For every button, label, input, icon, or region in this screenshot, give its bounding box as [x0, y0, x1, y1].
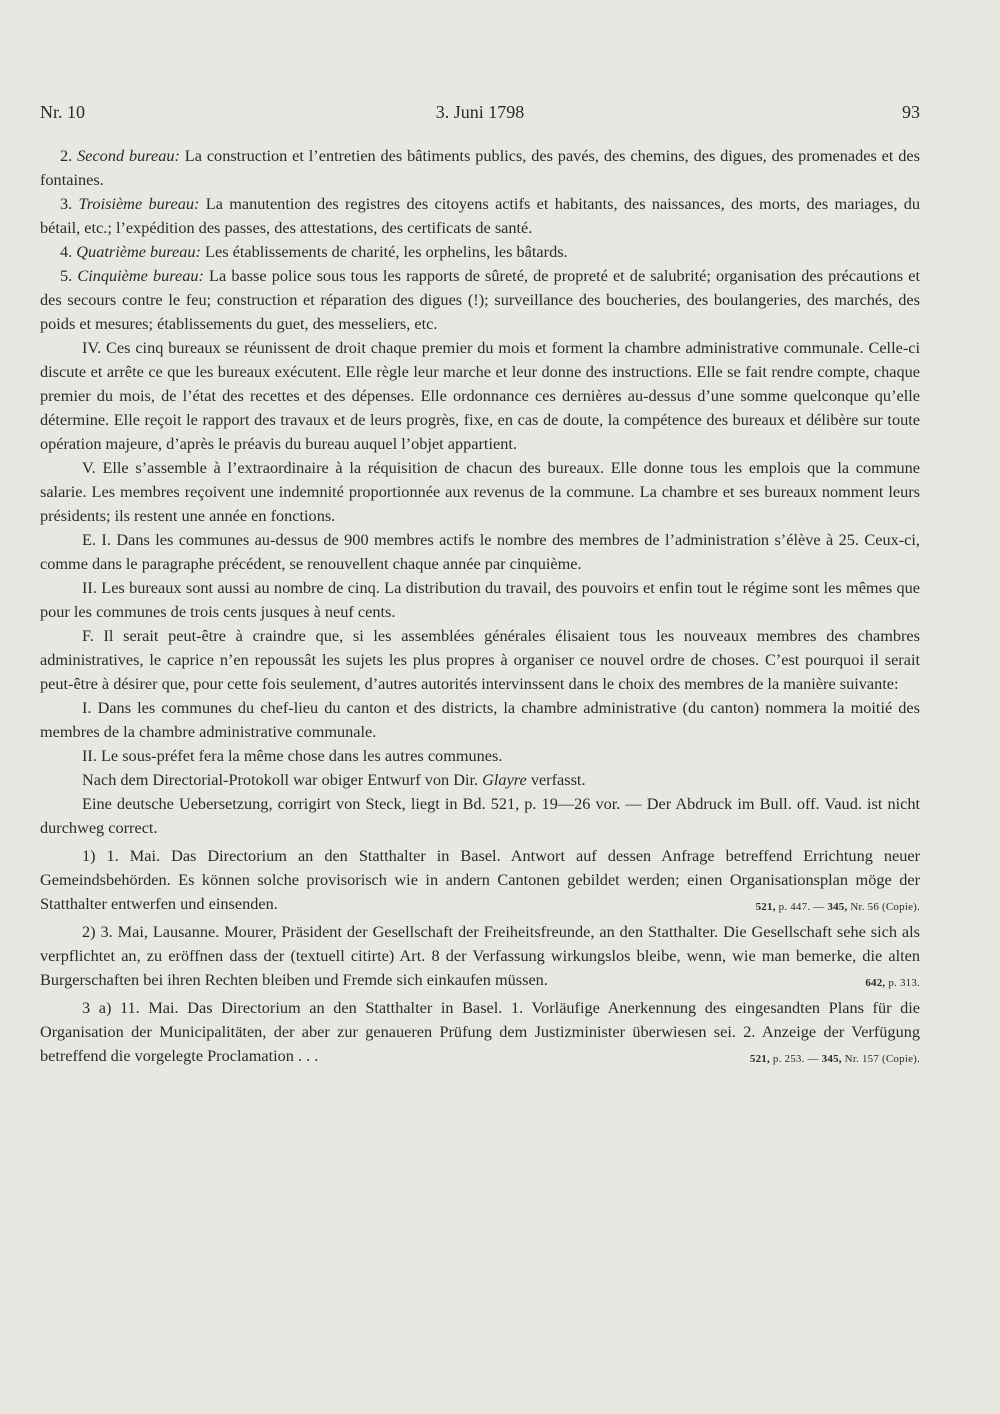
item-text: Les établissements de charité, les orphelins, les bâtards.	[200, 242, 568, 261]
archive-reference: 521, p. 253. — 345, Nr. 157 (Copie).	[749, 1053, 920, 1065]
document-number: Nr. 10	[40, 102, 85, 122]
page-number: 93	[902, 102, 920, 122]
entry-text: 2) 3. Mai, Lausanne. Mourer, Präsident der Gesellschaft der Freiheitsfreunde, an den Statthalter. Die Gesellschaft sehe sich als verpflichtet an, zu eröffnen dass der (textuell citirte) Art. 8 der Verfassung wirkungslos bleibe, wenn, wie man bemerke, die alten Burgerschaften bei ihren Rechten bleiben und Fremde sich einkaufen müssen.	[40, 922, 920, 989]
paragraph-f-ii: II. Le sous-préfet fera la même chose dans les autres communes.	[82, 746, 503, 765]
paragraph-f-i: I. Dans les communes du chef-lieu du canton et des districts, la chambre administrative (du canton) nommera la moitié des membres de la chambre administrative communale.	[40, 698, 920, 741]
item-number: 5.	[60, 266, 73, 285]
archive-reference: 642, p. 313.	[865, 977, 920, 989]
item-number: 4.	[60, 242, 73, 261]
archive-reference: 521, p. 447. — 345, Nr. 56 (Copie).	[755, 901, 920, 913]
editorial-note-translation: Eine deutsche Uebersetzung, corrigirt von Steck, liegt in Bd. 521, p. 19—26 vor. — Der Abdruck im Bull. off. Vaud. ist nicht durchweg correct.	[40, 794, 920, 837]
item-title: Second bureau:	[77, 146, 180, 165]
document-date: 3. Juni 1798	[435, 102, 525, 122]
item-number: 3.	[60, 194, 73, 213]
item-text: La manutention des registres des citoyens actifs et habitants, des naissances, des morts, des mariages, du bétail, etc.; l’expédition des passes, des attestations, des certificats de santé.	[40, 194, 920, 237]
list-item	[40, 240, 920, 264]
editorial-note-author	[40, 768, 920, 792]
page-body	[40, 144, 920, 1071]
related-entry-3	[40, 996, 920, 1068]
page-header	[40, 102, 920, 126]
paragraph-iv: IV. Ces cinq bureaux se réunissent de droit chaque premier du mois et forment la chambre administrative communale. Celle-ci discute et arrête ce que les bureaux exécutent. Elle règle leur marche et leur donne des instructions. Elle se fait rendre compte, chaque premier du mois, de l’état des recettes et des dépenses. Elle ordonnance ces dernières au-dessus d’une somme quelconque qu’elle détermine. Elle reçoit le rapport des travaux et de leurs progrès, fixe, en cas de doute, la compétence des bureaux et délibère sur toute opération majeure, d’après le préavis du bureau auquel l’objet appartient.	[40, 338, 920, 453]
item-text: La construction et l’entretien des bâtiments publics, des pavés, des chemins, des digues, des promenades et des fontaines.	[40, 146, 920, 189]
paragraph-v: V. Elle s’assemble à l’extraordinaire à la réquisition de chacun des bureaux. Elle donne tous les emplois que la commune salarie. Les membres reçoivent une indemnité proportionnée aux revenus de la commune. La chambre et ses bureaux nomment leurs présidents; ils restent une année en fonctions.	[40, 458, 920, 525]
related-entry-2	[40, 920, 920, 992]
item-number: 2.	[60, 146, 73, 165]
related-entry-1	[40, 844, 920, 916]
paragraph-e-i: E. I. Dans les communes au-dessus de 900 membres actifs le nombre des membres de l’administration s’élève à 25. Ceux-ci, comme dans le paragraphe précédent, se renouvellent chaque année par cinquième.	[40, 530, 920, 573]
item-title: Cinquième bureau:	[77, 266, 204, 285]
paragraph-e-ii: II. Les bureaux sont aussi au nombre de cinq. La distribution du travail, des pouvoirs et enfin tout le régime sont les mêmes que pour les communes de trois cents jusques à neuf cents.	[40, 578, 920, 621]
entry-text: 3 a) 11. Mai. Das Directorium an den Statthalter in Basel. 1. Vorläufige Anerkennung des eingesandten Plans für die Organisation der Municipalitäten, der aber zur genaueren Prüfung dem Justizminister überwiesen sei. 2. Anzeige der Verfügung betreffend die vorgelegte Proclamation . . .	[40, 998, 920, 1065]
note-author: Glayre	[482, 770, 527, 789]
note-text-end: verfasst.	[526, 770, 586, 789]
list-item	[40, 264, 920, 336]
list-item	[40, 192, 920, 240]
note-text: Nach dem Directorial-Protokoll war obiger Entwurf von Dir.	[82, 770, 483, 789]
list-item	[40, 144, 920, 192]
item-title: Troisième bureau:	[78, 194, 200, 213]
item-title: Quatrième bureau:	[76, 242, 201, 261]
item-text: La basse police sous tous les rapports de sûreté, de propreté et de salubrité; organisation des précautions et des secours contre le feu; construction et réparation des digues (!); surveillance des boucheries, des boulangeries, des marchés, des poids et mesures; établissements du guet, des messeliers, etc.	[40, 266, 920, 333]
entry-text: 1) 1. Mai. Das Directorium an den Statthalter in Basel. Antwort auf dessen Anfrage betreffend Errichtung neuer Gemeindsbehörden. Es können solche provisorisch wie in andern Cantonen gebildet werden; einen Organisationsplan möge der Statthalter entwerfen und einsenden.	[40, 846, 920, 913]
paragraph-f: F. Il serait peut-être à craindre que, si les assemblées générales élisaient tous les nouveaux membres des chambres administratives, le caprice n’en repoussât les sujets les plus propres à organiser ce nouvel ordre de choses. C’est pourquoi il serait peut-être à désirer que, pour cette fois seulement, d’autres autorités intervinssent dans le choix des membres de la manière suivante:	[40, 626, 920, 693]
